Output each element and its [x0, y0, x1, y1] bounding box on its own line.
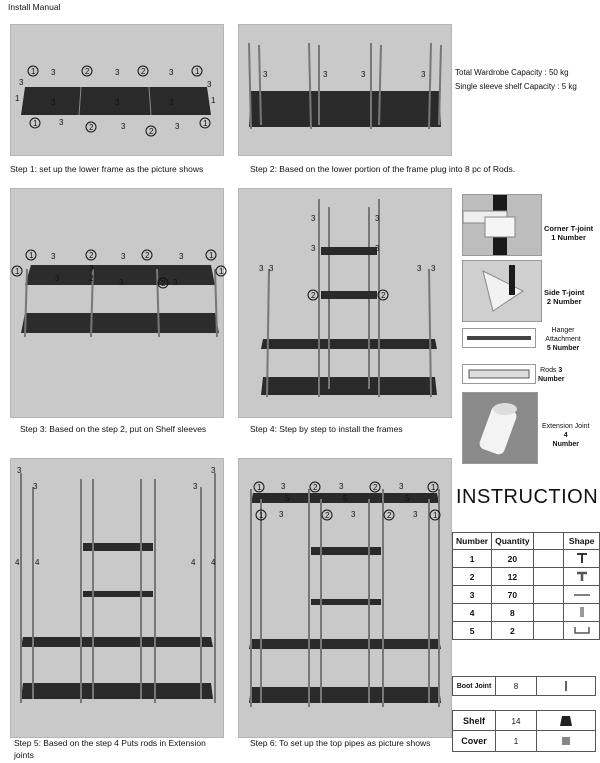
svg-text:1: 1 — [33, 119, 38, 128]
svg-text:3: 3 — [169, 98, 174, 107]
hanger-shape-icon — [564, 622, 600, 640]
svg-text:5: 5 — [285, 494, 290, 503]
table-row: 3 70 — [453, 586, 600, 604]
svg-text:3: 3 — [59, 118, 64, 127]
svg-text:4: 4 — [15, 558, 20, 567]
svg-text:1: 1 — [15, 94, 20, 103]
svg-text:2: 2 — [89, 123, 94, 132]
shelf-row: Shelf 14 — [452, 710, 596, 732]
svg-text:3: 3 — [51, 252, 56, 261]
rod-shape-icon — [564, 586, 600, 604]
svg-text:2: 2 — [89, 251, 94, 260]
svg-text:1: 1 — [219, 267, 224, 276]
svg-text:1: 1 — [29, 251, 34, 260]
svg-text:3: 3 — [121, 122, 126, 131]
table-row: 2 12 — [453, 568, 600, 586]
extension-joint-label: Extension Joint 4 Number — [542, 423, 590, 448]
svg-text:3: 3 — [399, 482, 404, 491]
svg-text:3: 3 — [269, 264, 274, 273]
svg-text:3: 3 — [17, 466, 22, 475]
svg-text:2: 2 — [311, 291, 316, 300]
svg-text:3: 3 — [55, 274, 60, 283]
step6-image — [238, 458, 452, 738]
svg-text:3: 3 — [119, 278, 124, 287]
svg-text:4: 4 — [35, 558, 40, 567]
svg-text:3: 3 — [311, 214, 316, 223]
svg-text:3: 3 — [51, 98, 56, 107]
svg-text:3: 3 — [323, 70, 328, 79]
manual-title: Install Manual — [8, 2, 61, 12]
step5-caption: Step 5: Based on the step 4 Puts rods in Extension — [14, 738, 206, 748]
rod-icon — [462, 364, 536, 384]
svg-text:3: 3 — [417, 264, 422, 273]
cover-row: Cover 1 — [452, 730, 596, 752]
boot-joint-shape-icon — [537, 677, 595, 695]
total-capacity: Total Wardrobe Capacity : 50 kg — [455, 68, 569, 77]
cover-shape-icon — [537, 731, 595, 751]
svg-text:3: 3 — [361, 70, 366, 79]
svg-text:1: 1 — [209, 251, 214, 260]
svg-text:3: 3 — [413, 510, 418, 519]
svg-text:3: 3 — [279, 510, 284, 519]
single-shelf-capacity: Single sleeve shelf Capacity : 5 kg — [455, 82, 577, 91]
svg-text:3: 3 — [311, 244, 316, 253]
svg-text:3: 3 — [211, 466, 216, 475]
svg-text:4: 4 — [191, 558, 196, 567]
svg-text:3: 3 — [339, 482, 344, 491]
svg-text:5: 5 — [343, 494, 348, 503]
extension-joint-icon — [462, 392, 538, 464]
header-quantity: Quantity — [492, 533, 533, 550]
svg-text:2: 2 — [89, 274, 94, 283]
hanger-rod-icon — [462, 328, 536, 348]
header-blank — [533, 533, 564, 550]
side-t-joint-label: Side T-joint 2 Number — [544, 288, 585, 306]
corner-t-joint-icon — [462, 194, 542, 256]
step4-image — [238, 188, 452, 418]
svg-text:1: 1 — [15, 267, 20, 276]
instruction-heading: INSTRUCTION — [456, 486, 599, 508]
rods-label: Rods 3 Number — [538, 367, 565, 383]
step2-caption: Step 2: Based on the lower portion of the frame plug into 8 pc of Rods. — [250, 164, 516, 174]
svg-text:3: 3 — [259, 264, 264, 273]
svg-text:3: 3 — [169, 68, 174, 77]
svg-text:3: 3 — [375, 244, 380, 253]
step5-image — [10, 458, 224, 738]
step4-caption: Step 4: Step by step to install the frames — [250, 424, 403, 434]
step3-image — [10, 188, 224, 418]
svg-text:1: 1 — [203, 119, 208, 128]
svg-text:1: 1 — [31, 67, 36, 76]
svg-text:2: 2 — [313, 483, 318, 492]
side-joint-shape-icon — [564, 568, 600, 586]
step6-caption: Step 6: To set up the top pipes as picture shows — [250, 738, 431, 748]
svg-text:2: 2 — [387, 511, 392, 520]
step5-caption-cont: joints — [14, 750, 34, 760]
svg-text:2: 2 — [325, 511, 330, 520]
svg-text:3: 3 — [115, 68, 120, 77]
svg-text:5: 5 — [405, 494, 410, 503]
svg-text:3: 3 — [121, 252, 126, 261]
header-shape: Shape — [564, 533, 600, 550]
svg-text:3: 3 — [375, 214, 380, 223]
boot-joint-row: Boot Joint 8 — [452, 676, 596, 696]
shelf-shape-icon — [537, 711, 595, 731]
table-row: 5 2 — [453, 622, 600, 640]
quantity-table — [452, 532, 600, 640]
header-number: Number — [453, 533, 492, 550]
svg-text:2: 2 — [141, 67, 146, 76]
svg-text:2: 2 — [381, 291, 386, 300]
svg-text:3: 3 — [175, 122, 180, 131]
svg-text:1: 1 — [257, 483, 262, 492]
hanger-attachment-label: Hanger Attachment 5 Number — [545, 327, 581, 352]
svg-text:2: 2 — [161, 279, 166, 288]
svg-text:3: 3 — [51, 68, 56, 77]
svg-text:3: 3 — [351, 510, 356, 519]
svg-text:1: 1 — [211, 96, 216, 105]
svg-text:3: 3 — [281, 482, 286, 491]
svg-text:3: 3 — [207, 80, 212, 89]
svg-text:2: 2 — [373, 483, 378, 492]
svg-text:3: 3 — [19, 78, 24, 87]
svg-text:1: 1 — [195, 67, 200, 76]
svg-text:2: 2 — [145, 251, 150, 260]
table-row: 4 8 — [453, 604, 600, 622]
svg-text:3: 3 — [33, 482, 38, 491]
svg-text:1: 1 — [431, 483, 436, 492]
step1-image — [10, 24, 224, 156]
svg-text:1: 1 — [259, 511, 264, 520]
svg-text:3: 3 — [173, 278, 178, 287]
table-header-row — [453, 533, 600, 550]
svg-text:2: 2 — [149, 127, 154, 136]
svg-text:3: 3 — [431, 264, 436, 273]
table-row: 1 20 — [453, 550, 600, 568]
svg-text:2: 2 — [85, 67, 90, 76]
svg-text:3: 3 — [193, 482, 198, 491]
svg-text:3: 3 — [89, 264, 94, 273]
svg-text:3: 3 — [421, 70, 426, 79]
corner-joint-shape-icon — [564, 550, 600, 568]
side-t-joint-icon — [462, 260, 542, 322]
svg-text:4: 4 — [211, 558, 216, 567]
step2-image — [238, 24, 452, 156]
svg-text:3: 3 — [263, 70, 268, 79]
svg-text:3: 3 — [179, 252, 184, 261]
svg-text:1: 1 — [433, 511, 438, 520]
step3-caption: Step 3: Based on the step 2, put on Shelf sleeves — [20, 424, 207, 434]
svg-text:3: 3 — [115, 98, 120, 107]
step1-caption: Step 1: set up the lower frame as the picture shows — [10, 164, 204, 174]
extension-joint-shape-icon — [564, 604, 600, 622]
corner-t-joint-label: Corner T-joint 1 Number — [544, 224, 594, 242]
